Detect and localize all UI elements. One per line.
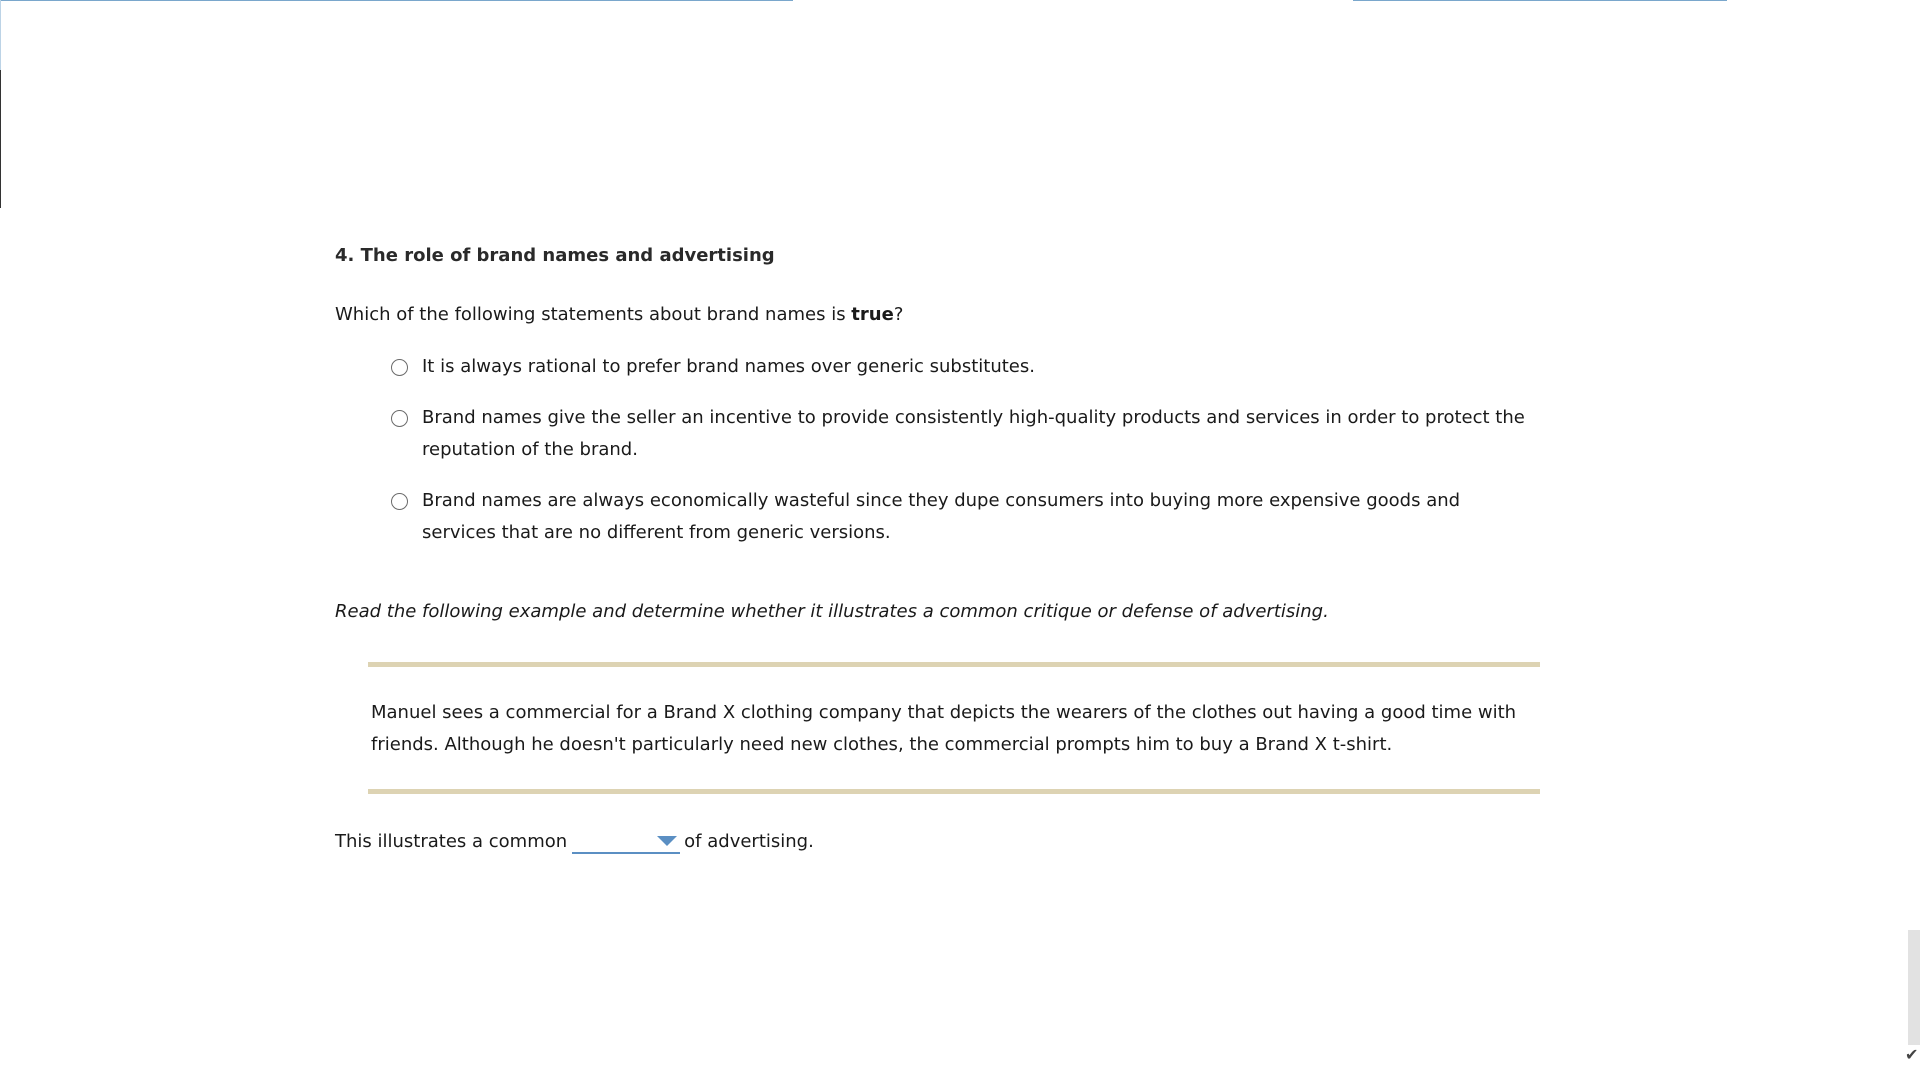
answer-prefix: This illustrates a common bbox=[335, 830, 568, 852]
radio-option-1[interactable] bbox=[391, 359, 408, 376]
option-3-label: Brand names are always economically wasteful since they dupe consumers into buying more expensive goods and services that are no different from generic versions. bbox=[422, 490, 1461, 543]
option-2-label: Brand names give the seller an incentive to provide consistently high-quality products and services in order to protect the reputation of the brand. bbox=[422, 407, 1525, 460]
option-1-label: It is always rational to prefer brand names over generic substitutes. bbox=[422, 356, 1035, 377]
radio-option-3[interactable] bbox=[391, 493, 408, 510]
question-content bbox=[335, 245, 1545, 854]
answer-options bbox=[335, 351, 1545, 549]
example-box bbox=[368, 662, 1540, 794]
prompt-prefix: Which of the following statements about brand names is bbox=[335, 304, 852, 325]
answer-suffix: of advertising. bbox=[684, 830, 814, 852]
prompt-bold: true bbox=[851, 304, 894, 325]
scrollbar[interactable] bbox=[1908, 930, 1920, 1045]
radio-option-2[interactable] bbox=[391, 410, 408, 427]
left-edge-highlight bbox=[0, 0, 1, 70]
top-border-left bbox=[0, 0, 793, 1]
instruction-text: Read the following example and determine whether it illustrates a common critique or defense of advertising. bbox=[335, 601, 1329, 622]
option-2[interactable] bbox=[391, 402, 1545, 466]
prompt-suffix: ? bbox=[893, 304, 904, 325]
answer-line bbox=[335, 828, 1545, 854]
left-edge-line bbox=[0, 70, 1, 208]
option-1[interactable] bbox=[391, 351, 1545, 383]
question-prompt bbox=[335, 304, 1545, 325]
chevron-down-icon[interactable] bbox=[657, 836, 677, 846]
example-text: Manuel sees a commercial for a Brand X clothing company that depicts the wearers of the clothes out having a good time with friends. Although he doesn't particularly need new clothes, the commercial prompts him to buy a Brand X t-shirt. bbox=[371, 702, 1517, 755]
top-border-right bbox=[1353, 0, 1727, 1]
option-3[interactable] bbox=[391, 485, 1545, 549]
critique-defense-dropdown[interactable] bbox=[572, 828, 680, 854]
checkmark-icon[interactable]: ✔ bbox=[1905, 1045, 1919, 1064]
question-title: 4. The role of brand names and advertising bbox=[335, 245, 775, 266]
